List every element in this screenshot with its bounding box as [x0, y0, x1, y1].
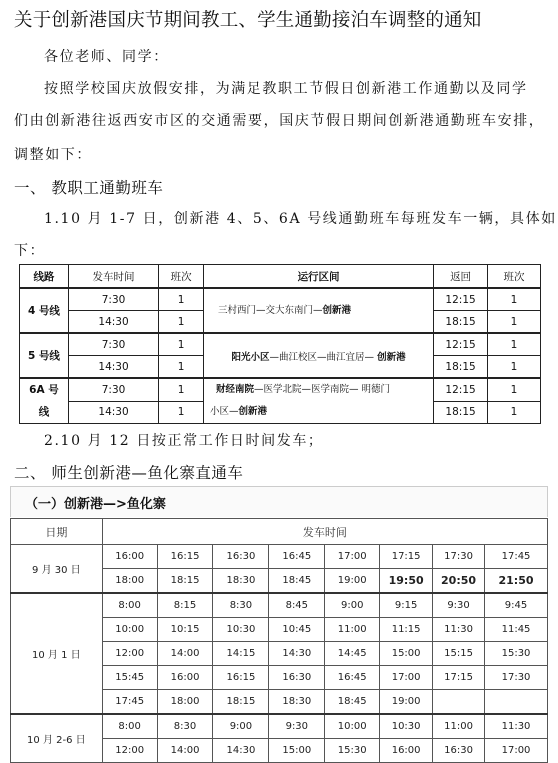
time-cell: 14:45: [325, 642, 380, 666]
time-cell: 15:45: [102, 666, 157, 690]
time-cell: 9:00: [325, 593, 380, 618]
time-cell: 8:00: [102, 593, 157, 618]
time-cell: 14:15: [213, 642, 269, 666]
return-time: 18:15: [434, 401, 488, 424]
return-count: 1: [487, 333, 540, 356]
header-return-trips: 班次: [487, 265, 540, 289]
depart-time: 14:30: [68, 311, 158, 334]
header-trips: 班次: [159, 265, 204, 289]
time-cell: 9:00: [213, 714, 269, 739]
table-row: [11, 714, 548, 739]
time-cell: [433, 690, 485, 715]
trip-count: 1: [159, 311, 204, 334]
time-cell: 15:15: [433, 642, 485, 666]
time-cell: 10:30: [380, 714, 433, 739]
section1-item1-line2: 下：: [14, 243, 46, 259]
header-route: 运行区间: [203, 265, 433, 289]
return-time: 18:15: [434, 311, 488, 334]
time-cell: 11:30: [433, 618, 485, 642]
route-cell: [203, 333, 433, 378]
return-count: 1: [487, 311, 540, 334]
time-cell: 11:45: [485, 618, 548, 642]
return-time: 18:15: [434, 356, 488, 379]
time-cell: 14:00: [157, 739, 213, 763]
section1-heading: 一、 教职工通勤班车: [14, 179, 164, 197]
route-destination: 创新港: [322, 304, 351, 316]
header-return: 返回: [434, 265, 488, 289]
route-text: 三村西门—交大东南门—: [217, 304, 323, 316]
time-cell: 17:15: [380, 545, 433, 569]
time-cell: 18:00: [102, 569, 157, 594]
time-cell: 18:45: [325, 690, 380, 715]
section1-item1-line1: 1.10 月 1-7 日，创新港 4、5、6A 号线通勤班车每班发车一辆，具体如: [44, 211, 557, 227]
date-cell: 10 月 2-6 日: [11, 714, 103, 763]
trip-count: 1: [159, 378, 204, 401]
time-cell: 17:45: [102, 690, 157, 715]
trip-count: 1: [159, 356, 204, 379]
return-count: 1: [487, 288, 540, 311]
depart-time: 7:30: [68, 333, 158, 356]
time-cell: 15:30: [325, 739, 380, 763]
time-cell: 14:00: [157, 642, 213, 666]
time-cell: 14:30: [269, 642, 325, 666]
route-origin: 财经南院: [215, 384, 254, 395]
notice-title: 关于创新港国庆节期间教工、学生通勤接泊车调整的通知: [14, 10, 482, 31]
time-cell: 16:15: [213, 666, 269, 690]
time-cell: 15:00: [380, 642, 433, 666]
subsection-title: （一）创新港—>鱼化寨: [25, 497, 166, 512]
commute-bus-table: [19, 264, 541, 424]
route-destination: 创新港: [377, 351, 406, 363]
time-cell: 17:00: [485, 739, 548, 763]
route-origin: 阳光小区: [231, 351, 270, 363]
time-cell: 10:00: [325, 714, 380, 739]
line-name: 4 号线: [20, 288, 69, 333]
time-cell: 11:00: [325, 618, 380, 642]
time-cell: 17:15: [433, 666, 485, 690]
depart-time: 14:30: [68, 401, 158, 424]
time-cell: 18:15: [213, 690, 269, 715]
time-cell: 15:00: [269, 739, 325, 763]
trip-count: 1: [159, 288, 204, 311]
time-cell: 11:00: [433, 714, 485, 739]
trip-count: 1: [159, 333, 204, 356]
route-text-2: 小区—: [209, 406, 239, 417]
time-cell: 17:00: [325, 545, 380, 569]
time-cell: 11:15: [380, 618, 433, 642]
depart-time: 14:30: [68, 356, 158, 379]
time-cell: 21:50: [485, 569, 548, 594]
depart-time: 7:30: [68, 288, 158, 311]
return-time: 12:15: [434, 333, 488, 356]
line-name-part1: 6A 号: [29, 384, 59, 396]
time-cell: 19:00: [325, 569, 380, 594]
route-cell: [203, 288, 433, 333]
return-count: 1: [487, 356, 540, 379]
table-row: [20, 378, 541, 401]
line-name-part2: 线: [38, 406, 50, 418]
time-cell: 19:00: [380, 690, 433, 715]
route-cell: [203, 378, 433, 424]
time-cell: 9:15: [380, 593, 433, 618]
time-cell: 18:30: [269, 690, 325, 715]
time-cell: 18:45: [269, 569, 325, 594]
shuttle-timetable: [10, 518, 548, 763]
time-cell: 16:15: [157, 545, 213, 569]
time-cell: 8:30: [213, 593, 269, 618]
subsection-header: [10, 486, 548, 517]
route-text: —医学北院—医学南院— 明德门: [253, 384, 391, 395]
date-cell: 9 月 30 日: [11, 545, 103, 594]
time-cell: 16:30: [269, 666, 325, 690]
line-name: 5 号线: [20, 333, 69, 378]
table-row: [20, 333, 541, 356]
date-cell: 10 月 1 日: [11, 593, 103, 714]
time-cell: 12:00: [102, 642, 157, 666]
time-cell: 16:30: [433, 739, 485, 763]
intro-line-1: 按照学校国庆放假安排，为满足教职工节假日创新港工作通勤以及同学: [44, 81, 528, 97]
time-cell: 18:00: [157, 690, 213, 715]
time-cell: 16:45: [269, 545, 325, 569]
time-cell: 8:00: [102, 714, 157, 739]
time-cell: 17:00: [380, 666, 433, 690]
time-cell: 19:50: [380, 569, 433, 594]
time-cell: 17:30: [433, 545, 485, 569]
time-cell: 11:30: [485, 714, 548, 739]
time-cell: 16:30: [213, 545, 269, 569]
time-cell: 17:30: [485, 666, 548, 690]
time-cell: [485, 690, 548, 715]
trip-count: 1: [159, 401, 204, 424]
time-cell: 10:00: [102, 618, 157, 642]
section1-item2: 2.10 月 12 日按正常工作日时间发车；: [44, 433, 324, 449]
return-count: 1: [487, 378, 540, 401]
header-line: 线路: [20, 265, 69, 289]
time-cell: 20:50: [433, 569, 485, 594]
intro-line-3: 调整如下：: [14, 147, 92, 163]
time-cell: 18:30: [213, 569, 269, 594]
table-row: [20, 288, 541, 311]
time-cell: 10:45: [269, 618, 325, 642]
time-cell: 16:00: [157, 666, 213, 690]
table-row: [11, 545, 548, 569]
time-cell: 17:45: [485, 545, 548, 569]
time-cell: 9:30: [269, 714, 325, 739]
header-depart-time: 发车时间: [68, 265, 158, 289]
time-cell: 14:30: [213, 739, 269, 763]
time-cell: 8:45: [269, 593, 325, 618]
return-count: 1: [487, 401, 540, 424]
header-departure-time: 发车时间: [102, 519, 547, 545]
time-cell: 9:30: [433, 593, 485, 618]
time-cell: 16:00: [102, 545, 157, 569]
return-time: 12:15: [434, 288, 488, 311]
table-row: [11, 593, 548, 618]
time-cell: 15:30: [485, 642, 548, 666]
depart-time: 7:30: [68, 378, 158, 401]
time-cell: 8:15: [157, 593, 213, 618]
time-cell: 10:30: [213, 618, 269, 642]
line-name: [20, 378, 69, 424]
time-cell: 16:00: [380, 739, 433, 763]
time-cell: 18:15: [157, 569, 213, 594]
intro-line-2: 们由创新港往返西安市区的交通需要，国庆节假日期间创新港通勤班车安排，: [14, 113, 545, 129]
route-text: —曲江校区—曲江宜居—: [269, 351, 378, 363]
section2-heading: 二、 师生创新港—鱼化寨直通车: [14, 464, 244, 482]
greeting: 各位老师、同学：: [44, 49, 169, 65]
header-date: 日期: [11, 519, 103, 545]
time-cell: 12:00: [102, 739, 157, 763]
time-cell: 10:15: [157, 618, 213, 642]
route-destination: 创新港: [238, 406, 267, 417]
time-cell: 9:45: [485, 593, 548, 618]
return-time: 12:15: [434, 378, 488, 401]
time-cell: 16:45: [325, 666, 380, 690]
time-cell: 8:30: [157, 714, 213, 739]
